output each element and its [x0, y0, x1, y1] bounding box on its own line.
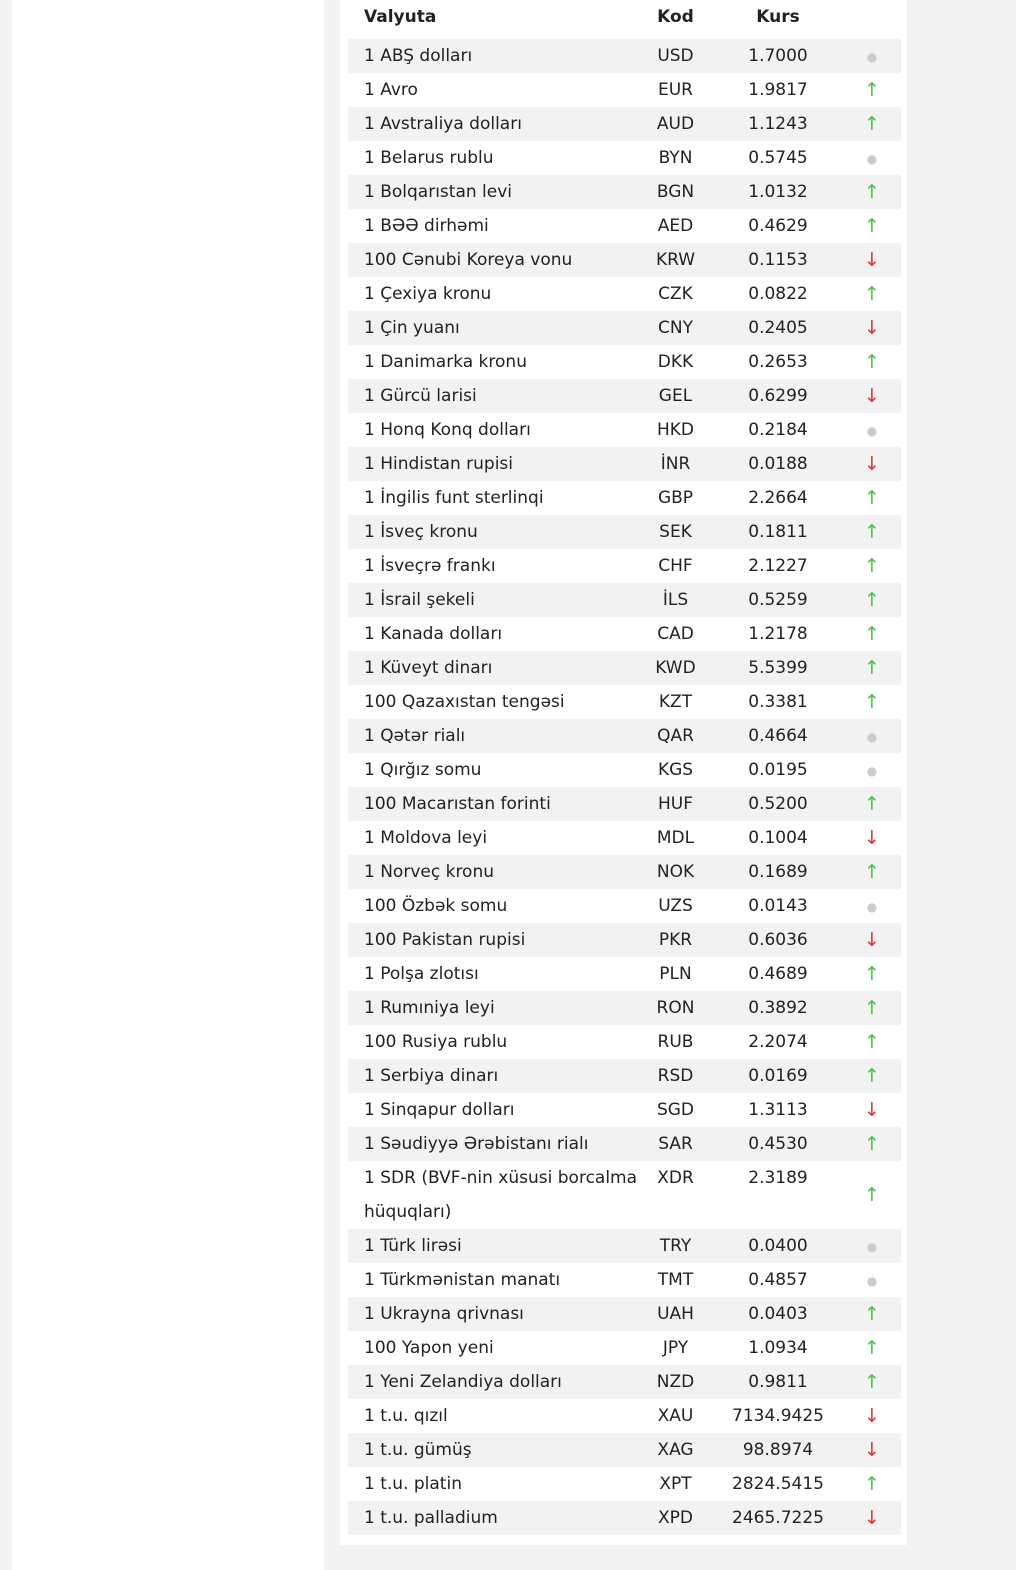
currency-code: RON — [656, 998, 695, 1018]
arrow-down-icon: ↓ — [864, 385, 880, 407]
currency-name: 1 Türk lirəsi — [364, 1236, 462, 1256]
currency-name: 1 t.u. palladium — [364, 1508, 498, 1528]
currency-code: QAR — [657, 726, 694, 746]
table-row — [348, 1025, 901, 1059]
currency-rate: 0.4857 — [748, 1270, 808, 1290]
arrow-down-icon: ↓ — [864, 317, 880, 339]
currency-name: 1 Çexiya kronu — [364, 284, 492, 304]
arrow-up-icon: ↑ — [864, 1337, 880, 1359]
header-rate: Kurs — [756, 7, 800, 27]
dot-icon: ● — [866, 50, 878, 64]
currency-name: 1 Ukrayna qrivnası — [364, 1304, 524, 1324]
table-row — [348, 1331, 901, 1365]
currency-code: GEL — [658, 386, 693, 406]
currency-code: NZD — [656, 1372, 695, 1392]
table-row — [348, 107, 901, 141]
trend-indicator — [843, 1065, 901, 1087]
currency-code: XPT — [659, 1474, 692, 1494]
arrow-up-icon: ↑ — [864, 691, 880, 713]
currency-rate: 2.2664 — [748, 488, 808, 508]
currency-rate: 0.6036 — [748, 930, 808, 950]
arrow-up-icon: ↑ — [864, 1133, 880, 1155]
currency-rate: 2.3189 — [748, 1168, 808, 1188]
trend-indicator — [843, 1270, 901, 1290]
arrow-down-icon: ↓ — [864, 1439, 880, 1461]
table-row — [348, 1467, 901, 1501]
currency-rate: 2.2074 — [748, 1032, 808, 1052]
currency-code: SGD — [656, 1100, 695, 1120]
table-row — [348, 719, 901, 753]
currency-rate: 2465.7225 — [732, 1508, 824, 1528]
table-row — [348, 583, 901, 617]
currency-name: 1 t.u. platin — [364, 1474, 462, 1494]
currency-rate: 0.5259 — [748, 590, 808, 610]
table-row — [348, 413, 901, 447]
arrow-up-icon: ↑ — [864, 1031, 880, 1053]
currency-rate: 1.1243 — [748, 114, 808, 134]
trend-indicator — [843, 1337, 901, 1359]
currency-rate: 2.1227 — [748, 556, 808, 576]
trend-indicator — [843, 1507, 901, 1529]
table-row — [348, 175, 901, 209]
currency-code: XAU — [657, 1406, 694, 1426]
table-row — [348, 651, 901, 685]
currency-name: 1 Yeni Zelandiya dolları — [364, 1372, 562, 1392]
currency-code: HUF — [657, 794, 693, 814]
currency-rate: 0.0169 — [748, 1066, 808, 1086]
trend-indicator — [843, 997, 901, 1019]
trend-indicator — [843, 555, 901, 577]
currency-name: 1 İsveç kronu — [364, 522, 478, 542]
currency-code: SAR — [658, 1134, 693, 1154]
trend-indicator — [843, 1371, 901, 1393]
currency-code: XPD — [658, 1508, 693, 1528]
arrow-up-icon: ↑ — [864, 1303, 880, 1325]
dot-icon: ● — [866, 152, 878, 166]
currency-code: PKR — [658, 930, 693, 950]
trend-indicator — [843, 1031, 901, 1053]
currency-rate: 0.1811 — [748, 522, 808, 542]
currency-name: 1 Moldova leyi — [364, 828, 488, 848]
dot-icon: ● — [866, 730, 878, 744]
arrow-down-icon: ↓ — [864, 1507, 880, 1529]
trend-indicator — [843, 1184, 901, 1206]
arrow-down-icon: ↓ — [864, 453, 880, 475]
arrow-up-icon: ↑ — [864, 113, 880, 135]
currency-code: DKK — [657, 352, 694, 372]
header-code: Kod — [657, 7, 694, 27]
currency-code: HKD — [656, 420, 695, 440]
arrow-up-icon: ↑ — [864, 283, 880, 305]
currency-name: 1 Rumıniya leyi — [364, 998, 495, 1018]
currency-code: XAG — [657, 1440, 694, 1460]
trend-indicator — [843, 726, 901, 746]
currency-code: İLS — [662, 590, 689, 610]
trend-indicator — [843, 896, 901, 916]
currency-code: UZS — [658, 896, 693, 916]
arrow-up-icon: ↑ — [864, 1184, 880, 1206]
table-row — [348, 39, 901, 73]
currency-code: İNR — [660, 454, 691, 474]
table-row — [348, 379, 901, 413]
table-row — [348, 277, 901, 311]
table-row — [348, 991, 901, 1025]
currency-name: 100 Pakistan rupisi — [364, 930, 526, 950]
arrow-up-icon: ↑ — [864, 657, 880, 679]
trend-indicator — [843, 113, 901, 135]
arrow-up-icon: ↑ — [864, 1065, 880, 1087]
arrow-up-icon: ↑ — [864, 997, 880, 1019]
currency-name: 1 Belarus rublu — [364, 148, 494, 168]
arrow-up-icon: ↑ — [864, 555, 880, 577]
arrow-up-icon: ↑ — [864, 623, 880, 645]
currency-name: 100 Yapon yeni — [364, 1338, 494, 1358]
table-row — [348, 1263, 901, 1297]
currency-name: 1 Gürcü larisi — [364, 386, 477, 406]
currency-name: 1 Hindistan rupisi — [364, 454, 513, 474]
currency-rate: 98.8974 — [742, 1440, 814, 1460]
currency-rate: 0.0143 — [748, 896, 808, 916]
trend-indicator — [843, 317, 901, 339]
table-row — [348, 1059, 901, 1093]
currency-code: AUD — [656, 114, 695, 134]
currency-rate: 1.2178 — [748, 624, 808, 644]
currency-name: 100 Rusiya rublu — [364, 1032, 508, 1052]
trend-indicator — [843, 215, 901, 237]
currency-rate: 1.0132 — [748, 182, 808, 202]
arrow-up-icon: ↑ — [864, 1473, 880, 1495]
table-row — [348, 1127, 901, 1161]
dot-icon: ● — [866, 1240, 878, 1254]
table-row — [348, 787, 901, 821]
currency-code: UAH — [657, 1304, 694, 1324]
currency-name: 100 Qazaxıstan tengəsi — [364, 692, 565, 712]
currency-code: TMT — [657, 1270, 694, 1290]
currency-name: 1 t.u. gümüş — [364, 1440, 472, 1460]
currency-rate: 0.2184 — [748, 420, 808, 440]
table-row — [348, 889, 901, 923]
trend-indicator — [843, 420, 901, 440]
currency-name: 1 SDR (BVF-nin xüsusi borcalma hüquqları) — [364, 1168, 638, 1222]
table-row — [348, 1399, 901, 1433]
currency-code: KZT — [658, 692, 693, 712]
arrow-up-icon: ↑ — [864, 861, 880, 883]
table-row — [348, 923, 901, 957]
trend-indicator — [843, 148, 901, 168]
currency-rate: 0.1004 — [748, 828, 808, 848]
currency-code: KWD — [655, 658, 696, 678]
arrow-up-icon: ↑ — [864, 487, 880, 509]
trend-indicator — [843, 929, 901, 951]
currency-rate: 0.1153 — [748, 250, 808, 270]
currency-code: SEK — [659, 522, 692, 542]
arrow-down-icon: ↓ — [864, 1099, 880, 1121]
currency-code: PLN — [659, 964, 692, 984]
trend-indicator — [843, 249, 901, 271]
table-row — [348, 549, 901, 583]
currency-rate: 0.0400 — [748, 1236, 808, 1256]
trend-indicator — [843, 623, 901, 645]
currency-name: 1 Səudiyyə Ərəbistanı rialı — [364, 1134, 589, 1154]
dot-icon: ● — [866, 424, 878, 438]
arrow-up-icon: ↑ — [864, 793, 880, 815]
trend-indicator — [843, 657, 901, 679]
table-row — [348, 1297, 901, 1331]
dot-icon: ● — [866, 1274, 878, 1288]
currency-name: 100 Macarıstan forinti — [364, 794, 551, 814]
table-row — [348, 447, 901, 481]
trend-indicator — [843, 1133, 901, 1155]
arrow-down-icon: ↓ — [864, 827, 880, 849]
currency-rate: 0.1689 — [748, 862, 808, 882]
trend-indicator — [843, 1439, 901, 1461]
currency-rate: 1.7000 — [748, 46, 808, 66]
currency-rate: 0.4530 — [748, 1134, 808, 1154]
currency-code: RUB — [657, 1032, 694, 1052]
currency-rate: 0.3381 — [748, 692, 808, 712]
currency-rate: 1.9817 — [748, 80, 808, 100]
currency-code: BYN — [658, 148, 693, 168]
trend-indicator — [843, 827, 901, 849]
currency-name: 1 Polşa zlotısı — [364, 964, 479, 984]
currency-name: 1 Bolqarıstan levi — [364, 182, 513, 202]
currency-rate: 0.9811 — [748, 1372, 808, 1392]
currency-name: 1 Sinqapur dolları — [364, 1100, 515, 1120]
table-row — [348, 345, 901, 379]
table-row — [348, 1365, 901, 1399]
currency-rate: 2824.5415 — [732, 1474, 824, 1494]
currency-name: 1 Çin yuanı — [364, 318, 460, 338]
table-row — [348, 753, 901, 787]
arrow-up-icon: ↑ — [864, 1371, 880, 1393]
table-row — [348, 1433, 901, 1467]
table-row — [348, 1161, 901, 1229]
table-row — [348, 855, 901, 889]
dot-icon: ● — [866, 764, 878, 778]
trend-indicator — [843, 1405, 901, 1427]
currency-rate: 0.2653 — [748, 352, 808, 372]
currency-name: 1 İngilis funt sterlinqi — [364, 488, 544, 508]
trend-indicator — [843, 521, 901, 543]
table-row — [348, 821, 901, 855]
currency-name: 100 Cənubi Koreya vonu — [364, 250, 573, 270]
currency-name: 1 Norveç kronu — [364, 862, 495, 882]
trend-indicator — [843, 351, 901, 373]
arrow-down-icon: ↓ — [864, 929, 880, 951]
currency-rate: 1.0934 — [748, 1338, 808, 1358]
currency-code: MDL — [656, 828, 695, 848]
currency-name: 1 İsveçrə frankı — [364, 556, 496, 576]
currency-rate: 0.3892 — [748, 998, 808, 1018]
dot-icon: ● — [866, 900, 878, 914]
currency-name: 1 Küveyt dinarı — [364, 658, 493, 678]
currency-rate: 5.5399 — [748, 658, 808, 678]
currency-name: 1 Avro — [364, 80, 418, 100]
currency-code: GBP — [657, 488, 694, 508]
currency-rate: 0.0195 — [748, 760, 808, 780]
currency-rate: 0.6299 — [748, 386, 808, 406]
currency-name: 1 Qırğız somu — [364, 760, 482, 780]
trend-indicator — [843, 760, 901, 780]
currency-code: JPY — [662, 1338, 689, 1358]
currency-rate: 0.0403 — [748, 1304, 808, 1324]
trend-indicator — [843, 691, 901, 713]
table-row — [348, 481, 901, 515]
currency-rate: 0.5200 — [748, 794, 808, 814]
currency-name: 1 t.u. qızıl — [364, 1406, 448, 1426]
currency-name: 100 Özbək somu — [364, 896, 508, 916]
currency-code: CZK — [658, 284, 693, 304]
trend-indicator — [843, 453, 901, 475]
currency-code: USD — [657, 46, 694, 66]
arrow-down-icon: ↓ — [864, 1405, 880, 1427]
arrow-up-icon: ↑ — [864, 181, 880, 203]
left-column-background — [12, 0, 324, 1570]
arrow-down-icon: ↓ — [864, 249, 880, 271]
currency-code: RSD — [657, 1066, 694, 1086]
currency-name: 1 İsrail şekeli — [364, 590, 475, 610]
currency-code: AED — [657, 216, 694, 236]
currency-name: 1 Kanada dolları — [364, 624, 503, 644]
currency-code: XDR — [657, 1168, 694, 1188]
currency-name: 1 Avstraliya dolları — [364, 114, 522, 134]
arrow-up-icon: ↑ — [864, 589, 880, 611]
arrow-up-icon: ↑ — [864, 79, 880, 101]
table-row — [348, 141, 901, 175]
currency-code: CNY — [658, 318, 693, 338]
arrow-up-icon: ↑ — [864, 351, 880, 373]
arrow-up-icon: ↑ — [864, 521, 880, 543]
table-row — [348, 311, 901, 345]
currency-name: 1 BƏƏ dirhəmi — [364, 216, 489, 236]
currency-code: TRY — [659, 1236, 692, 1256]
currency-rate: 0.0822 — [748, 284, 808, 304]
trend-indicator — [843, 589, 901, 611]
trend-indicator — [843, 283, 901, 305]
currency-name: 1 Türkmənistan manatı — [364, 1270, 561, 1290]
currency-code: EUR — [658, 80, 693, 100]
table-row — [348, 957, 901, 991]
table-row — [348, 209, 901, 243]
currency-code: BGN — [656, 182, 695, 202]
currency-rate: 0.4664 — [748, 726, 808, 746]
trend-indicator — [843, 1236, 901, 1256]
currency-rate: 0.4629 — [748, 216, 808, 236]
currency-name: 1 Honq Konq dolları — [364, 420, 531, 440]
currency-name: 1 Serbiya dinarı — [364, 1066, 499, 1086]
table-row — [348, 1093, 901, 1127]
trend-indicator — [843, 181, 901, 203]
table-row — [348, 685, 901, 719]
table-row — [348, 73, 901, 107]
trend-indicator — [843, 487, 901, 509]
currency-code: NOK — [656, 862, 695, 882]
trend-indicator — [843, 79, 901, 101]
currency-code: CHF — [658, 556, 693, 576]
trend-indicator — [843, 1099, 901, 1121]
currency-code: KRW — [655, 250, 696, 270]
table-header — [348, 0, 901, 34]
table-row — [348, 1501, 901, 1535]
table-row — [348, 515, 901, 549]
currency-code: CAD — [657, 624, 694, 644]
arrow-up-icon: ↑ — [864, 215, 880, 237]
trend-indicator — [843, 793, 901, 815]
arrow-up-icon: ↑ — [864, 963, 880, 985]
trend-indicator — [843, 385, 901, 407]
currency-rate: 0.2405 — [748, 318, 808, 338]
trend-indicator — [843, 1303, 901, 1325]
table-row — [348, 617, 901, 651]
currency-rate: 0.5745 — [748, 148, 808, 168]
header-currency: Valyuta — [364, 7, 437, 27]
trend-indicator — [843, 46, 901, 66]
currency-name: 1 ABŞ dolları — [364, 46, 473, 66]
table-row — [348, 243, 901, 277]
currency-rate: 0.4689 — [748, 964, 808, 984]
currency-rate: 0.0188 — [748, 454, 808, 474]
currency-rate: 7134.9425 — [732, 1406, 824, 1426]
trend-indicator — [843, 1473, 901, 1495]
trend-indicator — [843, 861, 901, 883]
currency-code: KGS — [657, 760, 694, 780]
currency-rate: 1.3113 — [748, 1100, 808, 1120]
currency-name: 1 Qətər rialı — [364, 726, 466, 746]
table-row — [348, 1229, 901, 1263]
currency-name: 1 Danimarka kronu — [364, 352, 527, 372]
trend-indicator — [843, 963, 901, 985]
